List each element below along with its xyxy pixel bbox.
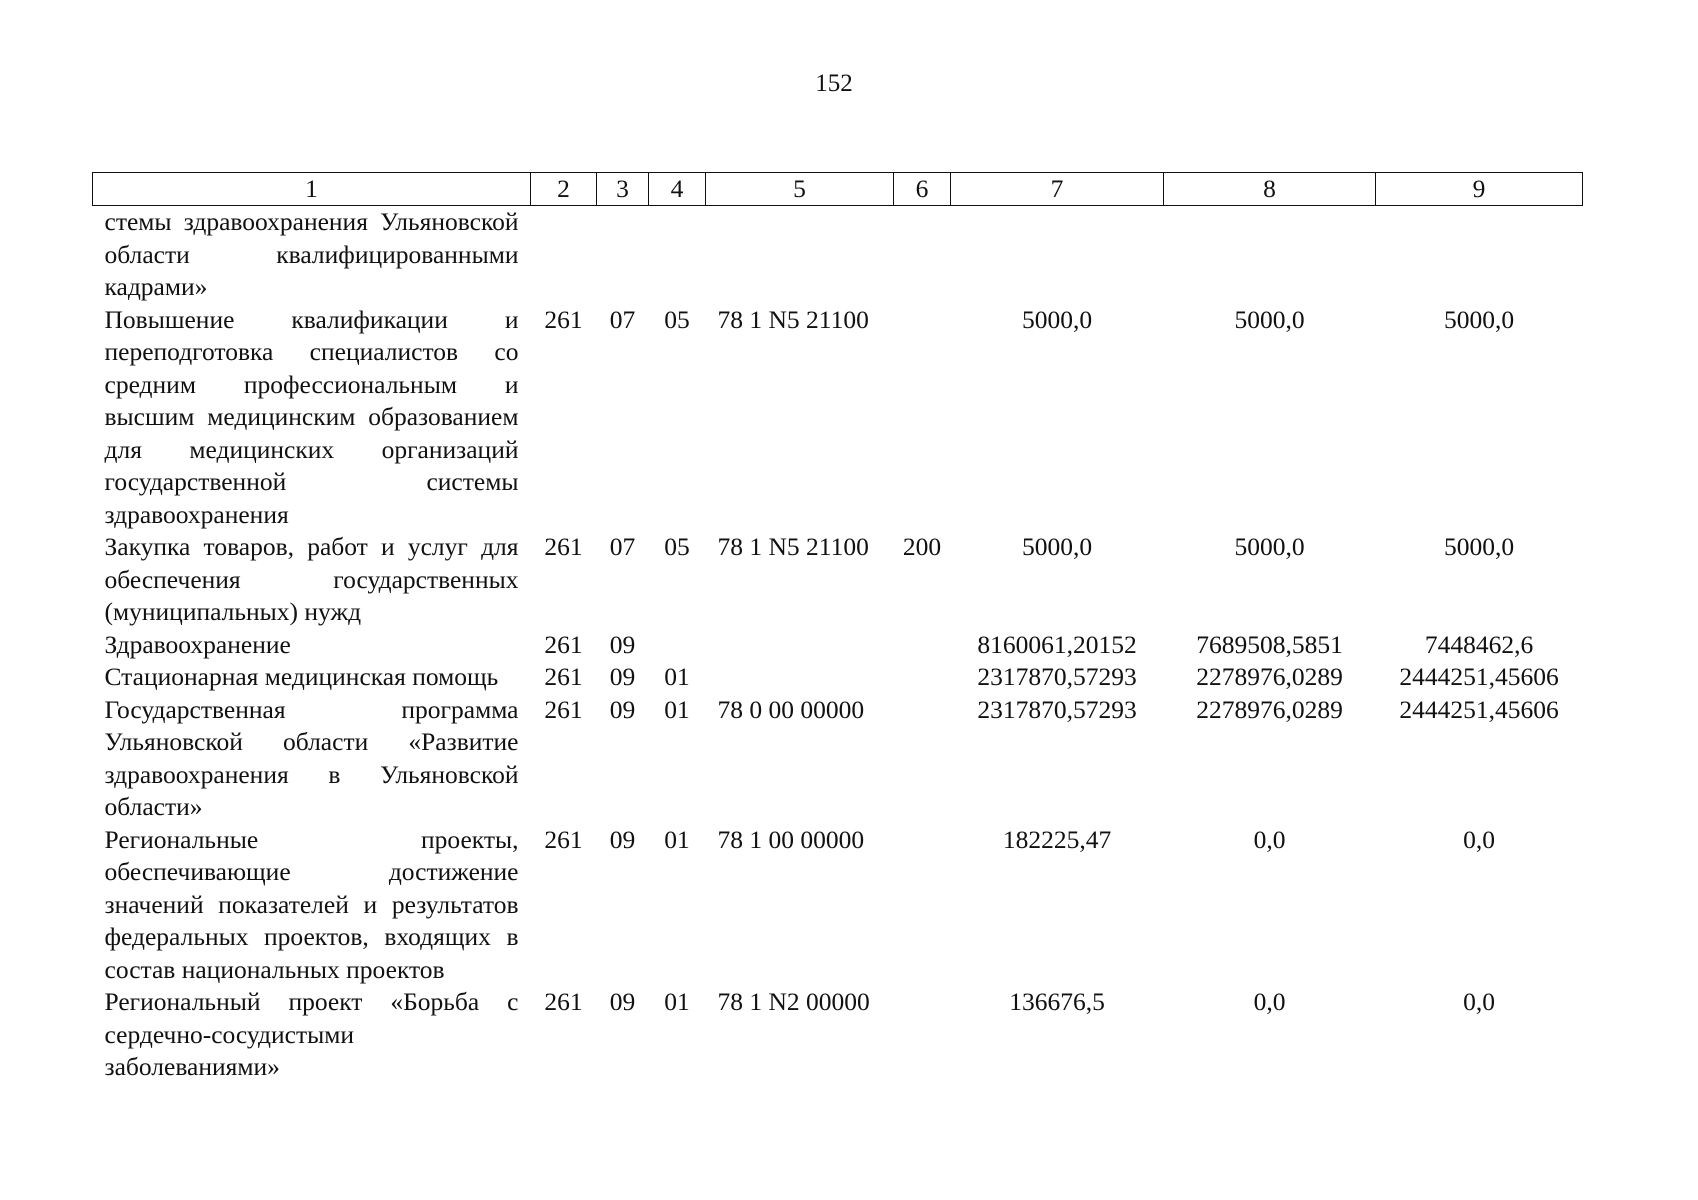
row-label: Стационарная медицинская помощь xyxy=(104,662,499,691)
cell-amount-3: 2444251,45606 xyxy=(1399,694,1559,724)
cell-amount-2: 5000,0 xyxy=(1234,304,1305,334)
cell-amount-1: 182225,47 xyxy=(1002,824,1112,854)
cell-rz: 261 xyxy=(544,629,583,659)
col-header-1: 1 xyxy=(93,173,531,206)
cell-amount-2 xyxy=(1164,206,1376,304)
cell-subsection xyxy=(649,206,706,304)
cell-target-code xyxy=(706,206,894,304)
cell-subsection: 05 xyxy=(664,532,690,561)
cell-subsection: 01 xyxy=(664,824,690,854)
row-label: Здравоохранение xyxy=(104,629,291,659)
table-row xyxy=(93,986,1583,1084)
page-number: 152 xyxy=(815,70,853,97)
table-row xyxy=(93,661,1583,694)
cell-amount-2: 0,0 xyxy=(1253,824,1286,854)
header-row xyxy=(93,173,1583,206)
cell-section xyxy=(597,206,649,304)
cell-section: 07 xyxy=(609,532,636,561)
cell-subsection: 01 xyxy=(664,694,690,724)
row-label: стемы здравоохранения Ульяновской области квалифицированными кадрами» xyxy=(104,207,519,301)
row-label: Региональный проект «Борьба с сердечно-сосудистыми заболеваниями» xyxy=(104,987,519,1081)
cell-rz: 261 xyxy=(544,824,583,854)
cell-section: 09 xyxy=(609,987,636,1016)
col-header-3: 3 xyxy=(597,173,649,206)
cell-section: 09 xyxy=(609,694,636,724)
cell-expense-type xyxy=(894,824,951,987)
col-header-6: 6 xyxy=(894,173,951,206)
cell-amount-3: 2444251,45606 xyxy=(1399,662,1559,691)
cell-rz: 261 xyxy=(544,532,583,561)
cell-rz xyxy=(531,206,597,304)
cell-amount-3: 0,0 xyxy=(1463,987,1495,1016)
cell-amount-2: 2278976,0289 xyxy=(1196,694,1343,724)
cell-target-code xyxy=(706,661,894,694)
row-label: Региональные проекты, обеспечивающие достижение значений показателей и результатов федеральных проектов, входящих в состав национальных проектов xyxy=(104,824,519,984)
cell-target-code: 78 1 N5 21100 xyxy=(717,304,869,334)
row-label: Государственная программа Ульяновской области «Развитие здравоохранения в Ульяновской области» xyxy=(104,694,519,821)
col-header-8: 8 xyxy=(1164,173,1376,206)
cell-amount-3: 5000,0 xyxy=(1443,304,1515,334)
cell-amount-2: 7689508,5851 xyxy=(1196,629,1343,659)
col-header-7: 7 xyxy=(951,173,1164,206)
cell-expense-type xyxy=(894,694,951,824)
table-row xyxy=(93,206,1583,304)
cell-amount-1: 8160061,20152 xyxy=(977,629,1137,659)
cell-section: 09 xyxy=(609,662,636,691)
cell-target-code: 78 1 00 00000 xyxy=(717,824,865,854)
cell-amount-1: 2317870,57293 xyxy=(977,694,1137,724)
cell-expense-type xyxy=(894,629,951,662)
cell-amount-2: 5000,0 xyxy=(1234,532,1305,561)
cell-rz: 261 xyxy=(544,987,583,1016)
cell-target-code: 78 1 N2 00000 xyxy=(717,987,870,1016)
row-label: Повышение квалификации и переподготовка специалистов со средним профессиональным и высшим медицинским образованием для медицинских организаций государственной системы здравоохранения xyxy=(104,304,519,529)
cell-subsection: 05 xyxy=(664,304,690,334)
col-header-9: 9 xyxy=(1376,173,1583,206)
cell-expense-type xyxy=(894,304,951,532)
cell-expense-type xyxy=(894,661,951,694)
cell-amount-3: 0,0 xyxy=(1463,824,1495,854)
budget-table xyxy=(92,172,1583,1084)
cell-section: 09 xyxy=(609,629,636,659)
cell-subsection: 01 xyxy=(664,987,690,1016)
cell-amount-2: 2278976,0289 xyxy=(1196,662,1343,691)
cell-amount-1: 2317870,57293 xyxy=(977,662,1137,691)
col-header-2: 2 xyxy=(531,173,597,206)
cell-expense-type xyxy=(894,986,951,1084)
cell-target-code: 78 0 00 00000 xyxy=(717,694,865,724)
cell-section: 09 xyxy=(609,824,636,854)
cell-amount-3 xyxy=(1376,206,1583,304)
cell-amount-1 xyxy=(951,206,1164,304)
cell-amount-1: 136676,5 xyxy=(1009,987,1105,1016)
cell-amount-1: 5000,0 xyxy=(1021,304,1093,334)
cell-rz: 261 xyxy=(544,662,583,691)
table-row xyxy=(93,531,1583,629)
cell-amount-1: 5000,0 xyxy=(1021,532,1093,561)
table-row xyxy=(93,304,1583,532)
cell-target-code xyxy=(706,629,894,662)
cell-expense-type xyxy=(894,206,951,304)
cell-subsection: 01 xyxy=(664,662,690,691)
col-header-5: 5 xyxy=(706,173,894,206)
cell-amount-3: 5000,0 xyxy=(1443,532,1515,561)
cell-expense-type: 200 xyxy=(902,532,942,561)
cell-target-code: 78 1 N5 21100 xyxy=(717,532,869,561)
cell-rz: 261 xyxy=(544,304,583,334)
col-header-4: 4 xyxy=(649,173,706,206)
cell-amount-2: 0,0 xyxy=(1253,987,1286,1016)
table-row xyxy=(93,629,1583,662)
cell-amount-3: 7448462,6 xyxy=(1424,629,1534,659)
table-row xyxy=(93,824,1583,987)
table-row xyxy=(93,694,1583,824)
row-label: Закупка товаров, работ и услуг для обеспечения государственных (муниципальных) нужд xyxy=(104,532,519,626)
cell-subsection xyxy=(649,629,706,662)
cell-section: 07 xyxy=(609,304,636,334)
cell-rz: 261 xyxy=(544,694,583,724)
